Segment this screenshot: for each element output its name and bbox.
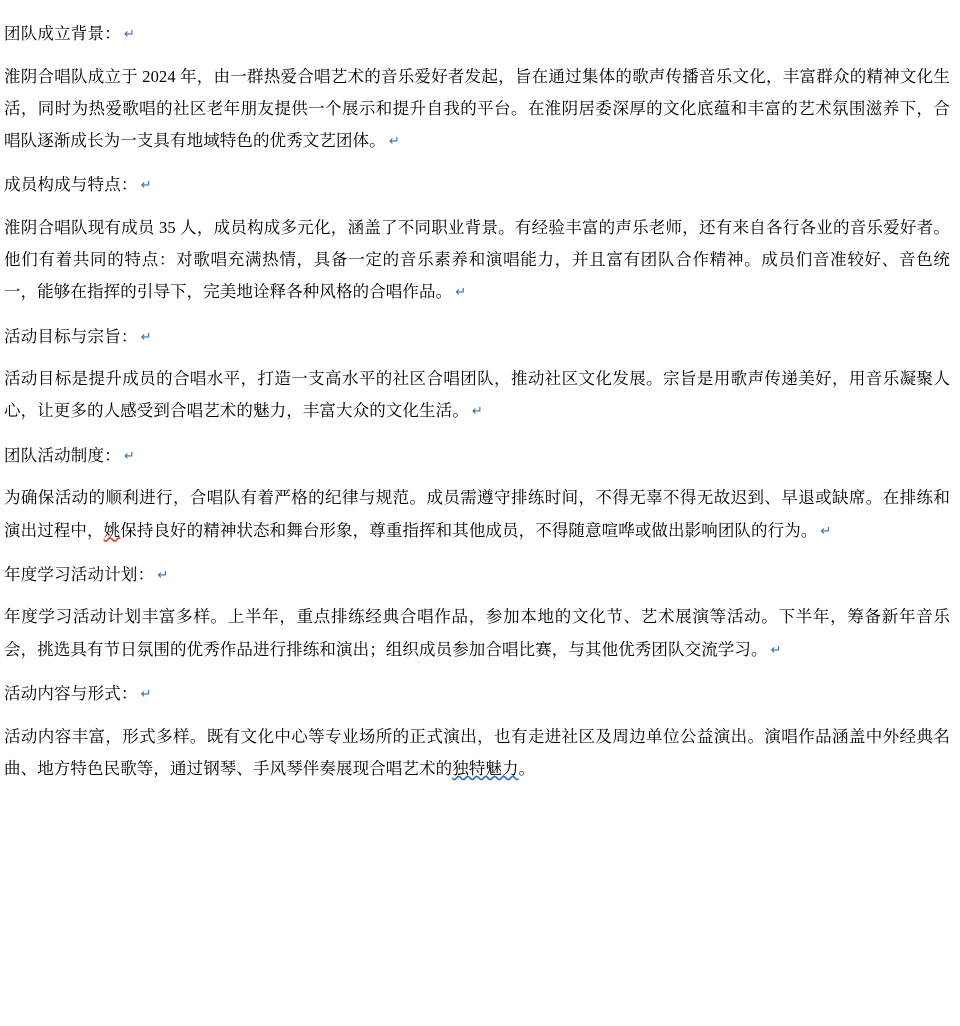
paragraph-segment: 为确保活动的顺利进行，合唱队有着严格的纪律与规范。成员需遵守排练时间，不得无辜不得无故迟到、早退或缺席。在排练和演出过程中，	[4, 488, 950, 540]
paragraph-mark: ↵	[770, 641, 782, 657]
paragraph-activity-goal	[4, 363, 950, 427]
paragraph-mark: ↵	[471, 403, 483, 419]
paragraph-annual-plan	[4, 601, 950, 665]
paragraph-text: 淮阴合唱队成立于 2024 年，由一群热爱合唱艺术的音乐爱好者发起，旨在通过集体的歌声传播音乐文化，丰富群众的精神文化生活，同时为热爱歌唱的社区老年朋友提供一个展示和提升自我的平台。在淮阴居委深厚的文化底蕴和丰富的艺术氛围滋养下，合唱队逐渐成长为一支具有地域特色的优秀文艺团体。	[4, 66, 950, 151]
heading-text: 活动内容与形式：	[4, 683, 138, 703]
paragraph-activity-content	[4, 721, 950, 785]
paragraph-text: 年度学习活动计划丰富多样。上半年，重点排练经典合唱作品，参加本地的文化节、艺术展演等活动。下半年，筹备新年音乐会，挑选具有节日氛围的优秀作品进行排练和演出；组织成员参加合唱比赛，与其他优秀团队交流学习。	[4, 607, 950, 659]
paragraph-mark: ↵	[820, 522, 832, 538]
heading-text: 团队成立背景：	[4, 24, 121, 43]
paragraph-segment: 活动内容丰富，形式多样。既有文化中心等专业场所的正式演出，也有走进社区及周边单位公益演出。演唱作品涵盖中外经典名曲、地方特色民歌等，通过钢琴、手风琴伴奏展现合唱艺术的	[4, 726, 950, 778]
heading-member-composition	[4, 173, 950, 198]
heading-team-rules	[4, 444, 950, 469]
paragraph-team-rules	[4, 482, 950, 546]
heading-activity-goal	[4, 325, 950, 350]
heading-text: 活动目标与宗旨：	[4, 326, 138, 346]
paragraph-segment: 保持良好的精神状态和舞台形象，尊重指挥和其他成员，不得随意喧哗或做出影响团队的行为。	[120, 520, 818, 540]
heading-activity-content	[4, 682, 950, 707]
paragraph-mark: ↵	[455, 284, 467, 300]
grammar-error-mark[interactable]: 独特魅力	[452, 758, 519, 778]
paragraph-text: 活动目标是提升成员的合唱水平，打造一支高水平的社区合唱团队，推动社区文化发展。宗旨是用歌声传递美好，用音乐凝聚人心，让更多的人感受到合唱艺术的魅力，丰富大众的文化生活。	[4, 369, 950, 421]
heading-team-background	[4, 22, 950, 47]
heading-annual-plan	[4, 563, 950, 588]
paragraph-mark: ↵	[140, 328, 152, 344]
paragraph-mark: ↵	[123, 26, 135, 41]
paragraph-mark: ↵	[140, 685, 152, 701]
heading-text: 团队活动制度：	[4, 445, 121, 465]
paragraph-segment: 。	[518, 758, 536, 778]
heading-text: 成员构成与特点：	[4, 175, 138, 195]
heading-text: 年度学习活动计划：	[4, 564, 155, 584]
spelling-error-mark[interactable]: 姚	[103, 520, 121, 540]
paragraph-mark: ↵	[140, 177, 152, 193]
paragraph-mark: ↵	[157, 566, 169, 582]
paragraph-text: 淮阴合唱队现有成员 35 人，成员构成多元化，涵盖了不同职业背景。有经验丰富的声乐老师，还有来自各行各业的音乐爱好者。他们有着共同的特点：对歌唱充满热情，具备一定的音乐素养和演唱能力，并且富有团队合作精神。成员们音准较好、音色统一，能够在指挥的引导下，完美地诠释各种风格的合唱作品。	[4, 218, 950, 302]
paragraph-mark: ↵	[388, 133, 400, 149]
paragraph-team-background	[4, 61, 950, 158]
paragraph-member-composition	[4, 212, 950, 309]
paragraph-mark: ↵	[123, 447, 135, 463]
